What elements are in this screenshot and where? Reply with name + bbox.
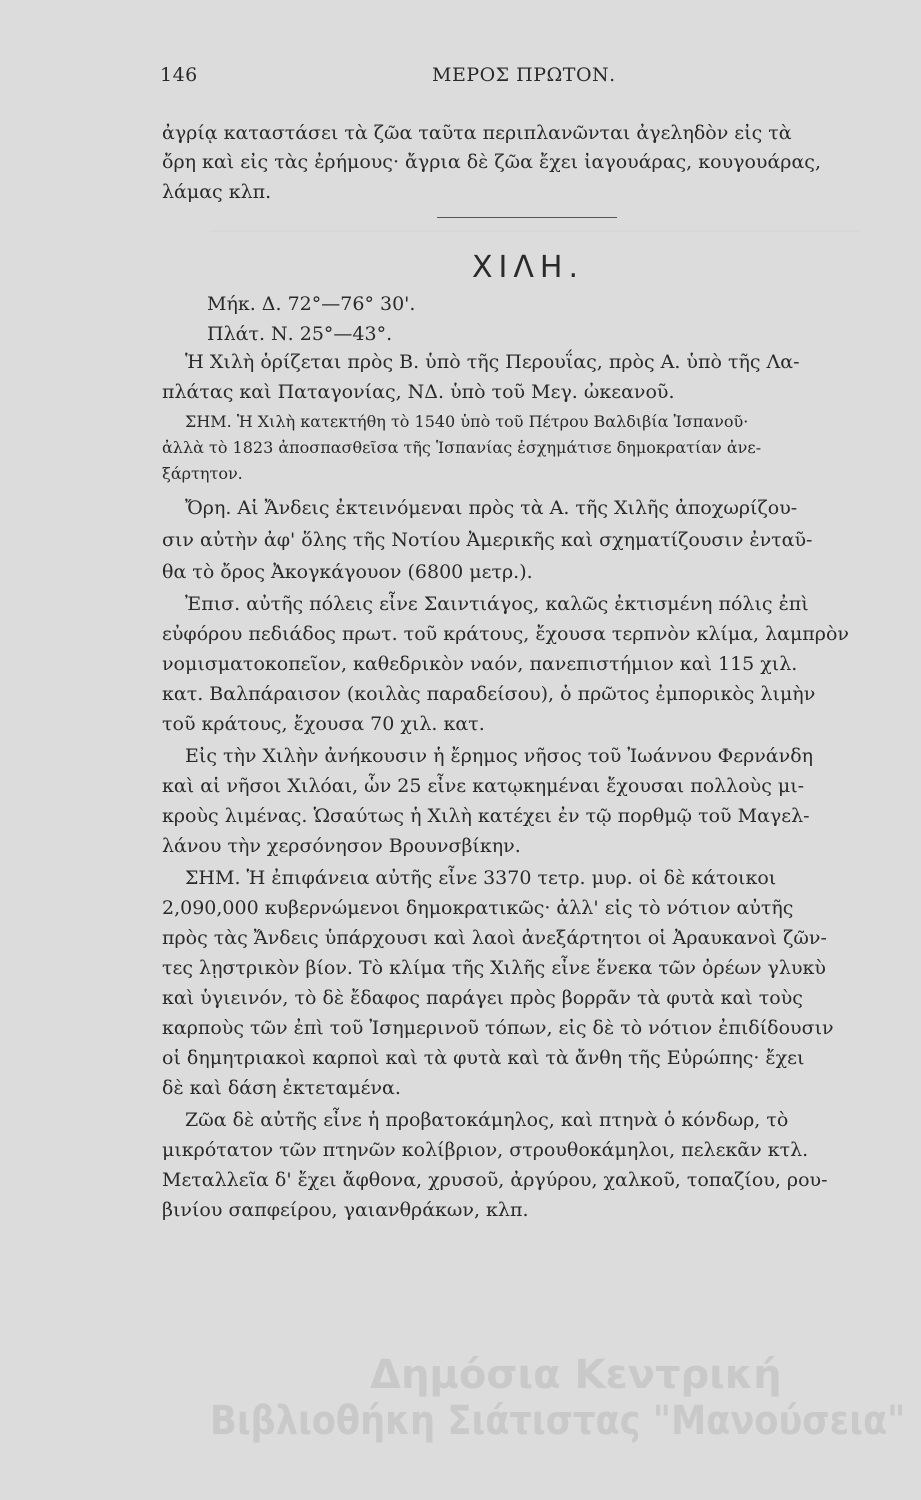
intro-line: λάμας κλπ.: [162, 181, 272, 203]
body-line: Μεταλλεῖα δ' ἔχει ἄφθονα, χρυσοῦ, ἀργύρου, χαλκοῦ, τοπαζίου, ρου-: [162, 1169, 828, 1191]
running-title: ΜΕΡΟΣ ΠΡΩΤΟΝ.: [432, 64, 616, 86]
body-line: κατ. Βαλπάραισον (κοιλὰς παραδείσου), ὁ πρῶτος ἐμπορικὸς λιμὴν: [162, 683, 816, 705]
page-header: [160, 64, 780, 88]
body-line: Εἰς τὴν Χιλὴν ἀνήκουσιν ἡ ἔρημος νῆσος τοῦ Ἰωάννου Φερνάνδη: [185, 745, 814, 767]
section-title: ΧΙΛΗ.: [472, 250, 585, 285]
body-line: ΣΗΜ. Ἡ ἐπιφάνεια αὐτῆς εἶνε 3370 τετρ. μυρ. οἱ δὲ κάτοικοι: [185, 867, 777, 889]
section-divider: [437, 217, 617, 218]
body-line: τοῦ κράτους, ἔχουσα 70 χιλ. κατ.: [162, 713, 485, 735]
body-line: μικρότατον τῶν πτηνῶν κολίβριον, στρουθοκάμηλοι, πελεκᾶν κτλ.: [162, 1139, 809, 1161]
body-line: κροὺς λιμένας. Ὡσαύτως ἡ Χιλὴ κατέχει ἐν τῷ πορθμῷ τοῦ Μαγελ-: [162, 805, 810, 827]
body-line: καρποὺς τῶν ἐπὶ τοῦ Ἰσημερινοῦ τόπων, εἰς δὲ τὸ νότιον ἐπιδίδουσιν: [162, 1017, 834, 1039]
body-line: 2,090,000 κυβερνώμενοι δημοκρατικῶς· ἀλλ' εἰς τὸ νότιον αὐτῆς: [162, 897, 794, 919]
latitude-line: Πλάτ. Ν. 25°—43°.: [207, 323, 393, 345]
intro-line: ἀγρίᾳ καταστάσει τὰ ζῶα ταῦτα περιπλανῶνται ἀγεληδὸν εἰς τὰ: [162, 122, 792, 144]
body-line: καὶ ὑγιεινόν, τὸ δὲ ἔδαφος παράγει πρὸς βορρᾶν τὰ φυτὰ καὶ τοὺς: [162, 987, 803, 1009]
longitude-line: Μήκ. Δ. 72°—76° 30'.: [207, 293, 416, 315]
body-line: βινίου σαπφείρου, γαιανθράκων, κλπ.: [162, 1199, 529, 1221]
body-line: πλάτας καὶ Παταγονίας, ΝΔ. ὑπὸ τοῦ Μεγ. ὠκεανοῦ.: [162, 381, 675, 403]
library-watermark-line: Δημόσια Κεντρική: [370, 1352, 782, 1398]
body-line: Ζῶα δὲ αὐτῆς εἶνε ἡ προβατοκάμηλος, καὶ πτηνὰ ὁ κόνδωρ, τὸ: [185, 1109, 789, 1131]
body-line: τες λῃστρικὸν βίον. Τὸ κλίμα τῆς Χιλῆς εἶνε ἕνεκα τῶν ὀρέων γλυκὺ: [162, 957, 826, 979]
body-line: πρὸς τὰς Ἄνδεις ὑπάρχουσι καὶ λαοὶ ἀνεξάρτητοι οἱ Ἀραυκανοὶ ζῶν-: [162, 927, 827, 949]
body-line: δὲ καὶ δάση ἐκτεταμένα.: [162, 1077, 401, 1099]
intro-line: ὄρη καὶ εἰς τὰς ἐρήμους· ἄγρια δὲ ζῶα ἔχει ἰαγουάρας, κουγουάρας,: [162, 151, 821, 173]
body-line: Ἡ Χιλὴ ὁρίζεται πρὸς Β. ὑπὸ τῆς Περουΐας, πρὸς Α. ὑπὸ τῆς Λα-: [185, 351, 800, 373]
page-number: 146: [160, 64, 198, 86]
body-line: εὐφόρου πεδιάδος πρωτ. τοῦ κράτους, ἔχουσα τερπνὸν κλίμα, λαμπρὸν: [162, 623, 849, 645]
body-line: νομισματοκοπεῖον, καθεδρικὸν ναόν, πανεπιστήμιον καὶ 115 χιλ.: [162, 653, 798, 675]
body-line: ΣΗΜ. Ἡ Χιλὴ κατεκτήθη τὸ 1540 ὑπὸ τοῦ Πέτρου Βαλδιβία Ἰσπανοῦ·: [185, 412, 749, 431]
body-line: ξάρτητον.: [162, 464, 243, 483]
body-line: ἀλλὰ τὸ 1823 ἀποσπασθεῖσα τῆς Ἱσπανίας ἐσχημάτισε δημοκρατίαν ἀνε-: [162, 438, 762, 457]
library-watermark-line: Βιβλιοθήκη Σιάτιστας "Μανούσεια": [210, 1398, 906, 1444]
body-line: καὶ αἱ νῆσοι Χιλόαι, ὧν 25 εἶνε κατῳκημέναι ἔχουσαι πολλοὺς μι-: [162, 775, 805, 797]
body-line: οἱ δημητριακοὶ καρποὶ καὶ τὰ φυτὰ καὶ τὰ ἄνθη τῆς Εὐρώπης· ἔχει: [162, 1047, 805, 1069]
body-line: Ἐπισ. αὐτῆς πόλεις εἶνε Σαιντιάγος, καλῶς ἐκτισμένη πόλις ἐπὶ: [185, 593, 809, 615]
body-line: λάνου τὴν χερσόνησον Βρουνσβίκην.: [162, 835, 521, 857]
body-line: σιν αὐτὴν ἀφ' ὅλης τῆς Νοτίου Ἀμερικῆς καὶ σχηματίζουσιν ἐνταῦ-: [162, 529, 813, 551]
body-line: θα τὸ ὄρος Ἀκογκάγουον (6800 μετρ.).: [162, 561, 533, 583]
body-line: Ὄρη. Αἱ Ἄνδεις ἐκτεινόμεναι πρὸς τὰ Α. τῆς Χιλῆς ἀποχωρίζου-: [185, 497, 798, 519]
